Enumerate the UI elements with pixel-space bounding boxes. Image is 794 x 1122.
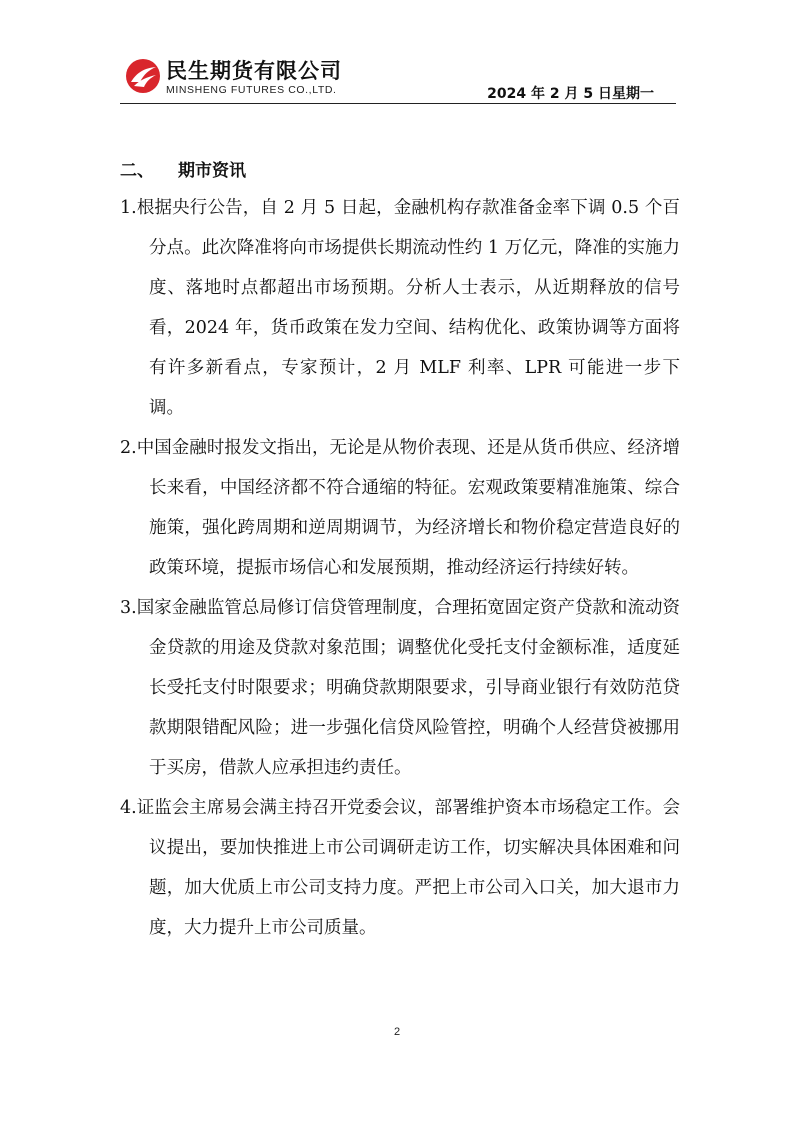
news-list xyxy=(120,188,680,948)
news-item-3: 3.国家金融监管总局修订信贷管理制度，合理拓宽固定资产贷款和流动资金贷款的用途及贷款对象范围；调整优化受托支付金额标准，适度延长受托支付时限要求；明确贷款期限要求，引导商业银行有效防范贷款期限错配风险；进一步强化信贷风险管控，明确个人经营贷被挪用于买房，借款人应承担违约责任。 xyxy=(120,598,680,778)
page-header xyxy=(0,0,794,110)
news-item-1: 1.根据央行公告，自 2 月 5 日起，金融机构存款准备金率下调 0.5 个百分点。此次降准将向市场提供长期流动性约 1 万亿元，降准的实施力度、落地时点都超出市场预期。分析人士表示，从近期释放的信号看，2024 年，货币政策在发力空间、结构优化、政策协调等方面将有许多新看点，专家预计，2 月 MLF 利率、LPR 可能进一步下调。 xyxy=(120,198,680,418)
header-divider xyxy=(120,103,676,104)
news-item-4: 4.证监会主席易会满主持召开党委会议，部署维护资本市场稳定工作。会议提出，要加快推进上市公司调研走访工作，切实解决具体困难和问题，加大优质上市公司支持力度。严把上市公司入口关，加大退市力度，大力提升上市公司质量。 xyxy=(120,798,680,938)
company-name-cn: 民生期货有限公司 xyxy=(166,59,342,83)
company-name-en: MINSHENG FUTURES CO.,LTD. xyxy=(166,84,337,96)
report-date: 2024 年 2 月 5 日星期一 xyxy=(487,86,654,102)
section-title: 期市资讯 xyxy=(178,161,246,181)
section-number: 二、 xyxy=(120,161,154,181)
page-number: 2 xyxy=(393,1026,401,1038)
news-item-2: 2.中国金融时报发文指出，无论是从物价表现、还是从货币供应、经济增长来看，中国经济都不符合通缩的特征。宏观政策要精准施策、综合施策，强化跨周期和逆周期调节，为经济增长和物价稳定营造良好的政策环境，提振市场信心和发展预期，推动经济运行持续好转。 xyxy=(120,438,680,578)
minsheng-logo-icon xyxy=(125,58,161,94)
section-heading xyxy=(120,156,246,181)
